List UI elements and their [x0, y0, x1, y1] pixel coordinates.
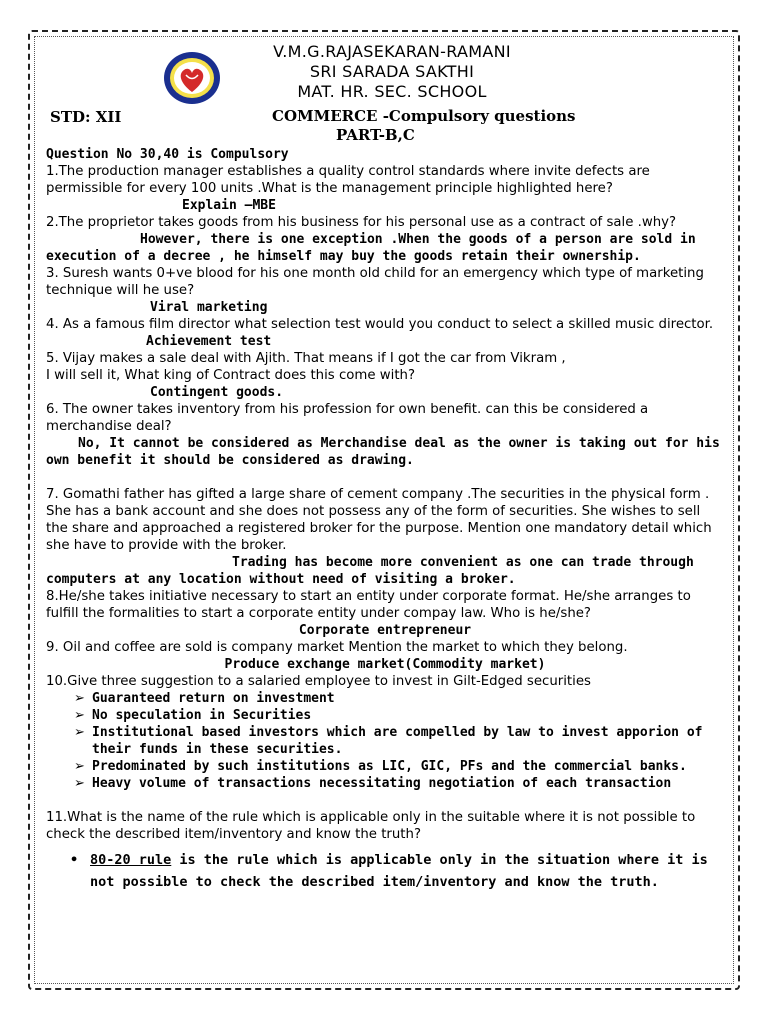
arrow-bullet-icon: ➢: [74, 776, 85, 791]
list-item: ➢ Heavy volume of transactions necessitating negotiation of each transaction: [74, 776, 672, 791]
question-10: 10.Give three suggestion to a salaried employee to invest in Gilt-Edged securities: [46, 674, 591, 689]
list-item: ➢ No speculation in Securities: [74, 708, 312, 723]
question-11: 11.What is the name of the rule which is applicable only in the suitable where it is not possible to check the described item/inventory and know the truth?: [46, 810, 696, 842]
q10-points-list: [46, 690, 724, 792]
school-line-2: SRI SARADA SAKTHI: [309, 62, 475, 81]
arrow-bullet-icon: ➢: [74, 691, 85, 706]
question-8: 8.He/she takes initiative necessary to start an entity under corporate format. He/she arranges to fulfill the formalities to start a corporate entity under compay law. Who is he/she?: [46, 589, 691, 621]
standard-label: STD: XII: [50, 108, 122, 126]
answer-11: [46, 849, 724, 893]
intro-heading: Question No 30,40 is Compulsory: [46, 147, 289, 162]
spacer: [46, 469, 724, 486]
arrow-bullet-icon: ➢: [74, 708, 85, 723]
part-label: PART-B,C: [336, 126, 415, 144]
list-item: ➢ Predominated by such institutions as LIC, GIC, PFs and the commercial banks.: [74, 759, 687, 774]
subject-title: COMMERCE -Compulsory questions: [272, 107, 576, 125]
question-3: 3. Suresh wants 0+ve blood for his one month old child for an emergency which type of marketing technique will he use?: [46, 266, 704, 298]
answer-2: However, there is one exception .When the goods of a person are sold in execution of a decree , he himself may buy the goods retain their ownership.: [46, 232, 696, 264]
answer-5: Contingent goods.: [150, 385, 284, 400]
answer-1: Explain –MBE: [182, 198, 276, 213]
school-name: [232, 42, 552, 102]
answer-3: Viral marketing: [150, 300, 268, 315]
rule-name: 80-20 rule: [90, 852, 172, 868]
answer-8: Corporate entrepreneur: [298, 623, 472, 638]
arrow-bullet-icon: ➢: [74, 725, 85, 740]
question-7: 7. Gomathi father has gifted a large share of cement company .The securities in the physical form . She has a bank account and she does not possess any of the form of securities. She wishes to sell the share and approached a registered broker for the purpose. Mention one mandatory detail which she have to provide with the broker.: [46, 487, 712, 553]
question-2: 2.The proprietor takes goods from his business for his personal use as a contract of sale .why?: [46, 215, 677, 230]
list-item: ➢ Institutional based investors which are compelled by law to invest apporion of their funds in these securities.: [74, 725, 703, 757]
school-emblem-icon: [162, 50, 222, 106]
questions-body: [46, 146, 724, 893]
question-6: 6. The owner takes inventory from his profession for own benefit. can this be considered a merchandise deal?: [46, 402, 649, 434]
question-4: 4. As a famous film director what selection test would you conduct to select a skilled music director.: [46, 317, 714, 332]
spacer: [46, 792, 724, 809]
list-item: ➢ Guaranteed return on investment: [74, 691, 335, 706]
school-line-3: MAT. HR. SEC. SCHOOL: [297, 82, 487, 101]
rule-description: is the rule which is applicable only in the situation where it is not possible to check the described item/inventory and know the truth.: [90, 852, 708, 890]
school-line-1: V.M.G.RAJASEKARAN-RAMANI: [273, 42, 511, 61]
question-5-line-2: I will sell it, What king of Contract does this come with?: [46, 368, 416, 383]
arrow-bullet-icon: ➢: [74, 759, 85, 774]
answer-6: No, It cannot be considered as Merchandise deal as the owner is taking out for his own benefit it should be considered as drawing.: [46, 436, 720, 468]
question-1: 1.The production manager establishes a quality control standards where invite defects are permissible for every 100 units .What is the management principle highlighted here?: [46, 164, 650, 196]
bullet-dot-icon: •: [70, 852, 79, 868]
answer-7: Trading has become more convenient as one can trade through computers at any location without need of visiting a broker.: [46, 555, 694, 587]
question-5: 5. Vijay makes a sale deal with Ajith. That means if I got the car from Vikram ,: [46, 351, 566, 366]
answer-4: Achievement test: [146, 334, 272, 349]
answer-9: Produce exchange market(Commodity market): [224, 657, 546, 672]
question-9: 9. Oil and coffee are sold is company market Mention the market to which they belong.: [46, 640, 628, 655]
